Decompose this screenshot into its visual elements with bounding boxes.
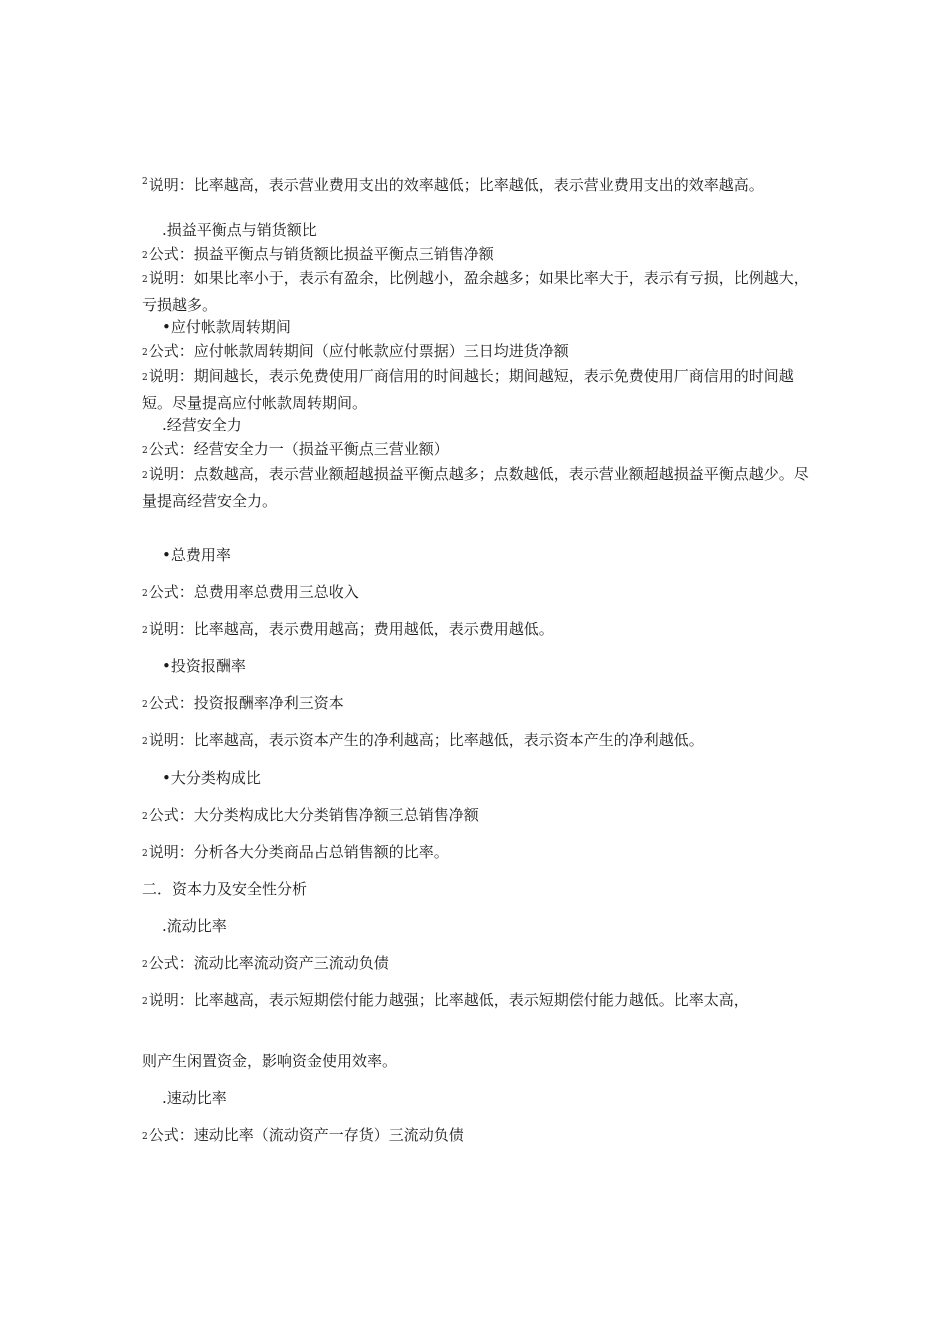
desc-total-expense-rate: 2说明：比率越高，表示费用越高；费用越低，表示费用越低。 bbox=[142, 620, 554, 638]
heading-total-expense-rate: • 总费用率 bbox=[142, 543, 830, 568]
section-title-capital-safety: 二．资本力及安全性分析 bbox=[142, 880, 308, 898]
formula-payables-turnover: 2公式：应付帐款周转期间（应付帐款应付票据）三日均进货净额 bbox=[142, 342, 569, 360]
formula-category-ratio: 2公式：大分类构成比大分类销售净额三总销售净额 bbox=[142, 806, 479, 824]
formula-operating-safety: 2公式：经营安全力一（损益平衡点三营业额） bbox=[142, 440, 449, 458]
desc-breakeven-ratio: 2说明：如果比率小于，表示有盈余，比例越小，盈余越多；如果比率大于，表示有亏损，比例越大，亏损越多。 bbox=[142, 269, 809, 314]
formula-total-expense-rate: 2公式：总费用率总费用三总收入 bbox=[142, 583, 359, 601]
formula-current-ratio: 2公式：流动比率流动资产三流动负债 bbox=[142, 954, 389, 972]
paragraph-operating-expense-desc: $^2$说明：比率越高，表示营业费用支出的效率越低；比率越低，表示营业费用支出的效率越高。 bbox=[142, 176, 764, 194]
desc-payables-turnover: 2说明：期间越长，表示免费使用厂商信用的时间越长；期间越短，表示免费使用厂商信用的时间越短。尽量提高应付帐款周转期间。 bbox=[142, 367, 794, 412]
marker: 2 bbox=[142, 177, 148, 187]
desc-operating-safety: 2说明：点数越高，表示营业额超越损益平衡点越多；点数越低，表示营业额超越损益平衡点越少。尽量提高经营安全力。 bbox=[142, 465, 809, 510]
formula-roi: 2公式：投资报酬率净利三资本 bbox=[142, 694, 344, 712]
heading-roi: • 投资报酬率 bbox=[142, 654, 830, 679]
desc-roi: 2说明：比率越高，表示资本产生的净利越高；比率越低，表示资本产生的净利越低。 bbox=[142, 731, 704, 749]
formula-quick-ratio: 2公式：速动比率（流动资产一存货）三流动负债 bbox=[142, 1126, 464, 1144]
desc-current-ratio-cont: 则产生闲置资金，影响资金使用效率。 bbox=[142, 1052, 398, 1070]
heading-current-ratio: .流动比率 bbox=[162, 917, 227, 935]
heading-breakeven-ratio: .损益平衡点与销货额比 bbox=[162, 221, 317, 239]
heading-category-ratio: • 大分类构成比 bbox=[142, 766, 830, 791]
desc-current-ratio: 2说明：比率越高，表示短期偿付能力越强；比率越低，表示短期偿付能力越低。比率太高， bbox=[142, 991, 749, 1009]
heading-operating-safety: .经营安全力 bbox=[162, 416, 242, 434]
heading-payables-turnover: • 应付帐款周转期间 bbox=[142, 315, 830, 340]
formula-breakeven-ratio: 2公式：损益平衡点与销货额比损益平衡点三销售净额 bbox=[142, 245, 494, 263]
desc-category-ratio: 2说明：分析各大分类商品占总销售额的比率。 bbox=[142, 843, 449, 861]
heading-quick-ratio: .速动比率 bbox=[162, 1089, 227, 1107]
